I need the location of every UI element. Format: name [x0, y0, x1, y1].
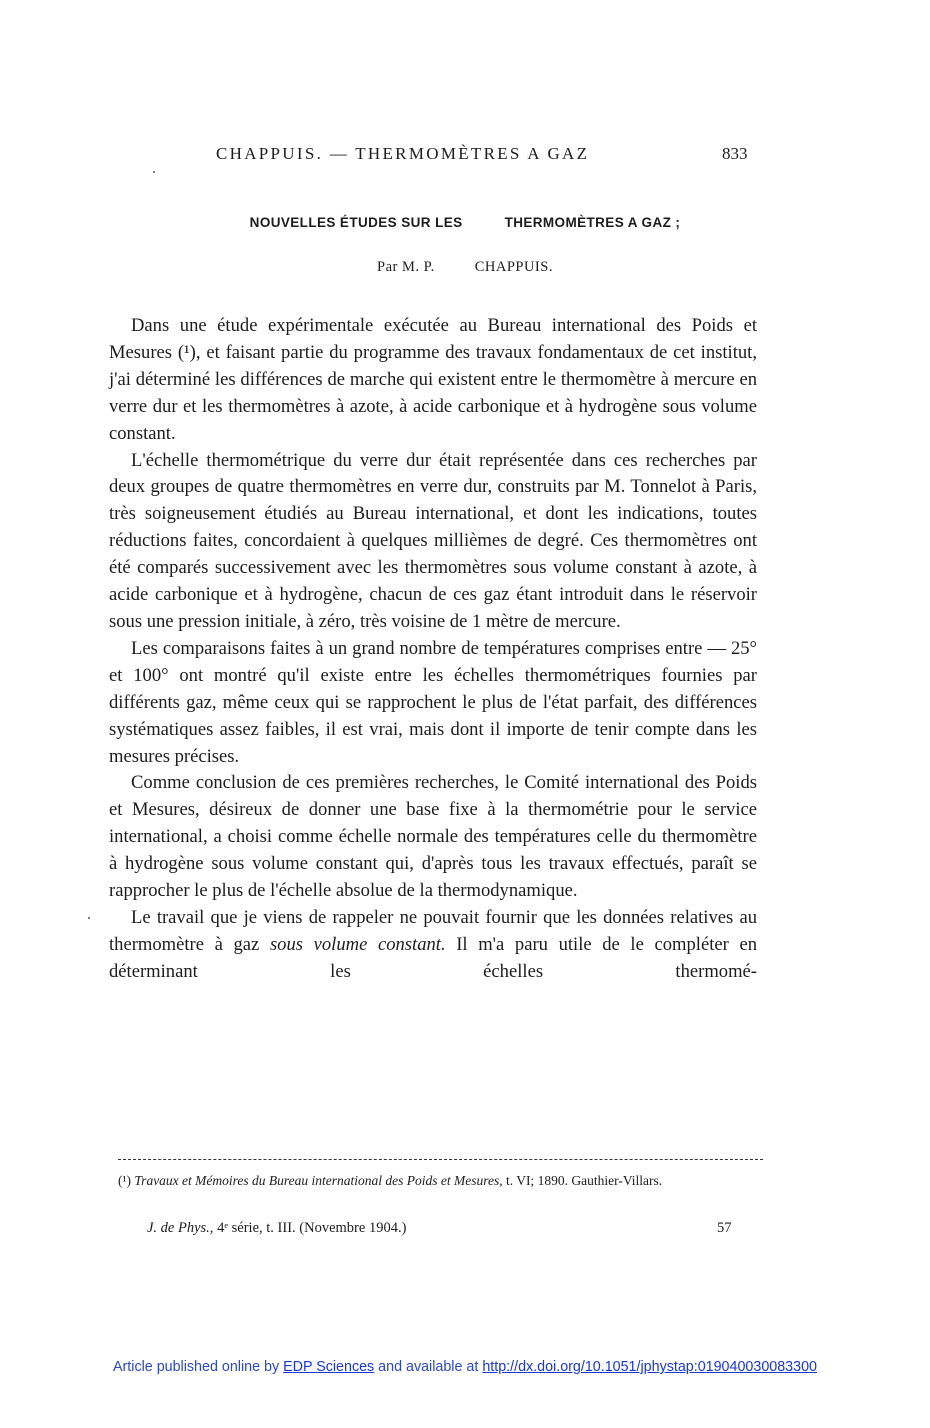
paragraph: L'échelle thermométrique du verre dur était représentée dans ces recherches par deux groupes de quatre thermomètres en verre dur, construits par M. Tonnelot à Paris, très soigneusement étudiés au Bureau international, et dont les indications, toutes réductions faites, concordaient à quelques millièmes de degré. Ces thermomètres ont été comparés successivement avec les thermomètres sous volume constant à azote, à acide carbonique et à hydrogène, chacun de ces gaz étant introduit dans le réservoir sous une pression initiale, à zéro, très voisine de 1 mètre de mercure.	[109, 449, 757, 632]
footnote-italic: Travaux et Mémoires du Bureau international des Poids et Mesures,	[134, 1173, 503, 1188]
author-name: CHAPPUIS.	[474, 259, 553, 275]
article-title-part: THERMOMÈTRES A GAZ ;	[504, 215, 681, 230]
scan-speck	[153, 171, 155, 173]
footnote-text: t. VI; 1890. Gauthier-Villars.	[502, 1173, 663, 1188]
footer-text: and available at	[374, 1359, 483, 1375]
journal-reference	[147, 1220, 406, 1237]
paragraph: Comme conclusion de ces premières recherches, le Comité international des Poids et Mesures, désireux de donner une base fixe à la thermométrie pour le service international, a choisi comme échelle normale des températures celle du thermomètre à hydrogène sous volume constant qui, d'après tous les travaux effectués, paraît se rapprocher le plus de l'échelle absolue de la thermodynamique.	[109, 772, 757, 902]
article-title	[0, 215, 930, 230]
paragraph	[109, 905, 757, 986]
footnote-marker: (¹)	[118, 1173, 132, 1188]
scan-speck	[88, 917, 90, 919]
body-text	[109, 313, 757, 986]
running-title: CHAPPUIS. — THERMOMÈTRES A GAZ	[216, 144, 590, 163]
author-prefix: Par M. P.	[377, 259, 435, 275]
footer-text: Article published online by	[113, 1359, 284, 1375]
publisher-link[interactable]: EDP Sciences	[283, 1359, 375, 1375]
paragraph-italic: sous volume constant.	[269, 933, 446, 955]
online-footer	[0, 1359, 930, 1375]
article-title-part: NOUVELLES ÉTUDES SUR LES	[249, 215, 463, 230]
paragraph-text: Le travail que je viens de rappeler ne pouvait fournir que les données relatives au thermomètre à gaz	[109, 906, 757, 955]
paragraph: Dans une étude expérimentale exécutée au Bureau international des Poids et Mesures (¹), et faisant partie du programme des travaux fondamentaux de cet institut, j'ai déterminé les différences de marche qui existent entre le thermomètre à mercure en verre dur et les thermomètres à azote, à acide carbonique et à hydrogène sous volume constant.	[109, 315, 757, 444]
paragraph: Les comparaisons faites à un grand nombre de températures comprises entre — 25° et 100° ont montré qu'il existe entre les échelles thermométriques fournies par différents gaz, même ceux qui se rapprochent le plus de l'état parfait, des différences systématiques assez faibles, il est vrai, mais dont il importe de tenir compte dans les mesures précises.	[109, 637, 757, 767]
signature-mark: 57	[717, 1220, 732, 1236]
footnote-rule	[118, 1159, 763, 1160]
paragraph-text: Il m'a paru utile de le compléter en déterminant les échelles thermomé-	[109, 933, 757, 982]
doi-link[interactable]: http://dx.doi.org/10.1051/jphystap:019040030083300	[482, 1359, 817, 1375]
article-author	[0, 259, 930, 276]
journal-issue: 4ᵉ série, t. III. (Novembre 1904.)	[213, 1220, 407, 1236]
page-number: 833	[722, 144, 748, 163]
journal-name: J. de Phys.,	[147, 1220, 214, 1236]
footnote	[118, 1171, 763, 1190]
